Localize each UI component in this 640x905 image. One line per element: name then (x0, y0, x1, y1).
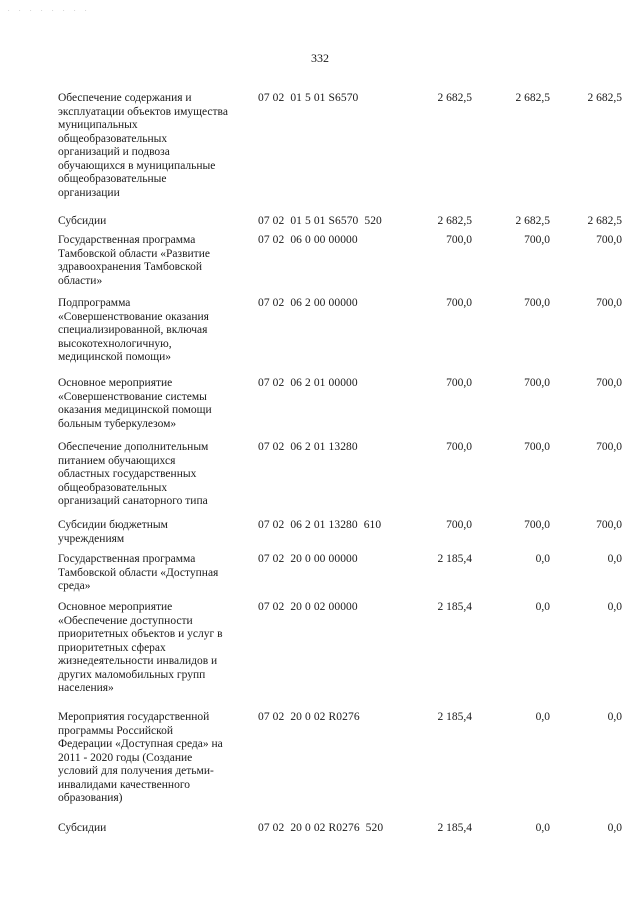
row-code: 07 02 20 0 02 R0276 520 (258, 822, 384, 834)
row-name: Субсидии (58, 822, 107, 834)
row-value-3: 2 682,5 (587, 92, 622, 104)
row-code: 07 02 06 0 00 00000 (258, 234, 358, 246)
row-value-3: 700,0 (596, 519, 622, 531)
row-name: Основное мероприятие «Совершенствование системы оказания медицинской помощи больным туберкулезом» (58, 377, 212, 430)
row-name: Обеспечение содержания и эксплуатации объектов имущества муниципальных общеобразовательных организаций и подвоза обучающихся в муниципальные общеобразовательные организации (58, 92, 228, 199)
row-value-1: 700,0 (446, 234, 472, 246)
row-value-1: 2 185,4 (437, 711, 472, 723)
row-value-2: 0,0 (535, 711, 550, 723)
row-code: 07 02 20 0 02 R0276 (258, 711, 360, 723)
row-value-1: 2 185,4 (437, 553, 472, 565)
row-value-3: 2 682,5 (587, 215, 622, 227)
row-value-1: 700,0 (446, 377, 472, 389)
row-code: 07 02 01 5 01 S6570 (258, 92, 359, 104)
row-code: 07 02 06 2 01 00000 (258, 377, 358, 389)
row-code: 07 02 20 0 02 00000 (258, 601, 358, 613)
row-code: 07 02 06 2 01 13280 (258, 441, 358, 453)
row-value-2: 0,0 (535, 601, 550, 613)
row-value-2: 700,0 (524, 441, 550, 453)
row-name: Государственная программа Тамбовской области «Доступная среда» (58, 553, 219, 592)
row-code: 07 02 01 5 01 S6570 520 (258, 215, 382, 227)
row-name: Субсидии бюджетным учреждениям (58, 519, 168, 545)
row-value-3: 0,0 (607, 601, 622, 613)
page-number: 332 (311, 51, 329, 65)
row-name: Подпрограмма «Совершенствование оказания специализированной, включая высокотехнологичную, медицинской помощи» (58, 297, 209, 363)
row-value-3: 700,0 (596, 441, 622, 453)
row-name: Мероприятия государственной программы Российской Федерации «Доступная среда» на 2011 - 2020 годы (Создание условий для получения детьми- инвалидами качественного образования) (58, 711, 223, 804)
row-value-2: 700,0 (524, 297, 550, 309)
row-value-1: 700,0 (446, 441, 472, 453)
row-value-3: 0,0 (607, 822, 622, 834)
row-value-2: 700,0 (524, 519, 550, 531)
scan-artifact: . . . . . . . . (8, 7, 91, 13)
row-value-1: 2 682,5 (437, 92, 472, 104)
row-value-3: 0,0 (607, 711, 622, 723)
row-name: Субсидии (58, 215, 107, 227)
row-value-2: 0,0 (535, 822, 550, 834)
row-name: Основное мероприятие «Обеспечение доступности приоритетных объектов и услуг в приоритетных сферах жизнедеятельности инвалидов и других маломобильных групп населения» (58, 601, 223, 694)
row-code: 07 02 06 2 00 00000 (258, 297, 358, 309)
row-value-1: 700,0 (446, 297, 472, 309)
row-value-3: 0,0 (607, 553, 622, 565)
row-value-2: 700,0 (524, 377, 550, 389)
row-code: 07 02 20 0 00 00000 (258, 553, 358, 565)
row-value-3: 700,0 (596, 377, 622, 389)
row-value-3: 700,0 (596, 297, 622, 309)
row-value-2: 0,0 (535, 553, 550, 565)
row-value-1: 700,0 (446, 519, 472, 531)
row-name: Государственная программа Тамбовской области «Развитие здравоохранения Тамбовской области» (58, 234, 210, 287)
row-value-3: 700,0 (596, 234, 622, 246)
row-value-2: 700,0 (524, 234, 550, 246)
row-value-1: 2 185,4 (437, 601, 472, 613)
row-code: 07 02 06 2 01 13280 610 (258, 519, 382, 531)
row-value-1: 2 682,5 (437, 215, 472, 227)
row-value-2: 2 682,5 (515, 215, 550, 227)
row-name: Обеспечение дополнительным питанием обучающихся областных государственных общеобразовательных организаций санаторного типа (58, 441, 209, 507)
row-value-1: 2 185,4 (437, 822, 472, 834)
row-value-2: 2 682,5 (515, 92, 550, 104)
